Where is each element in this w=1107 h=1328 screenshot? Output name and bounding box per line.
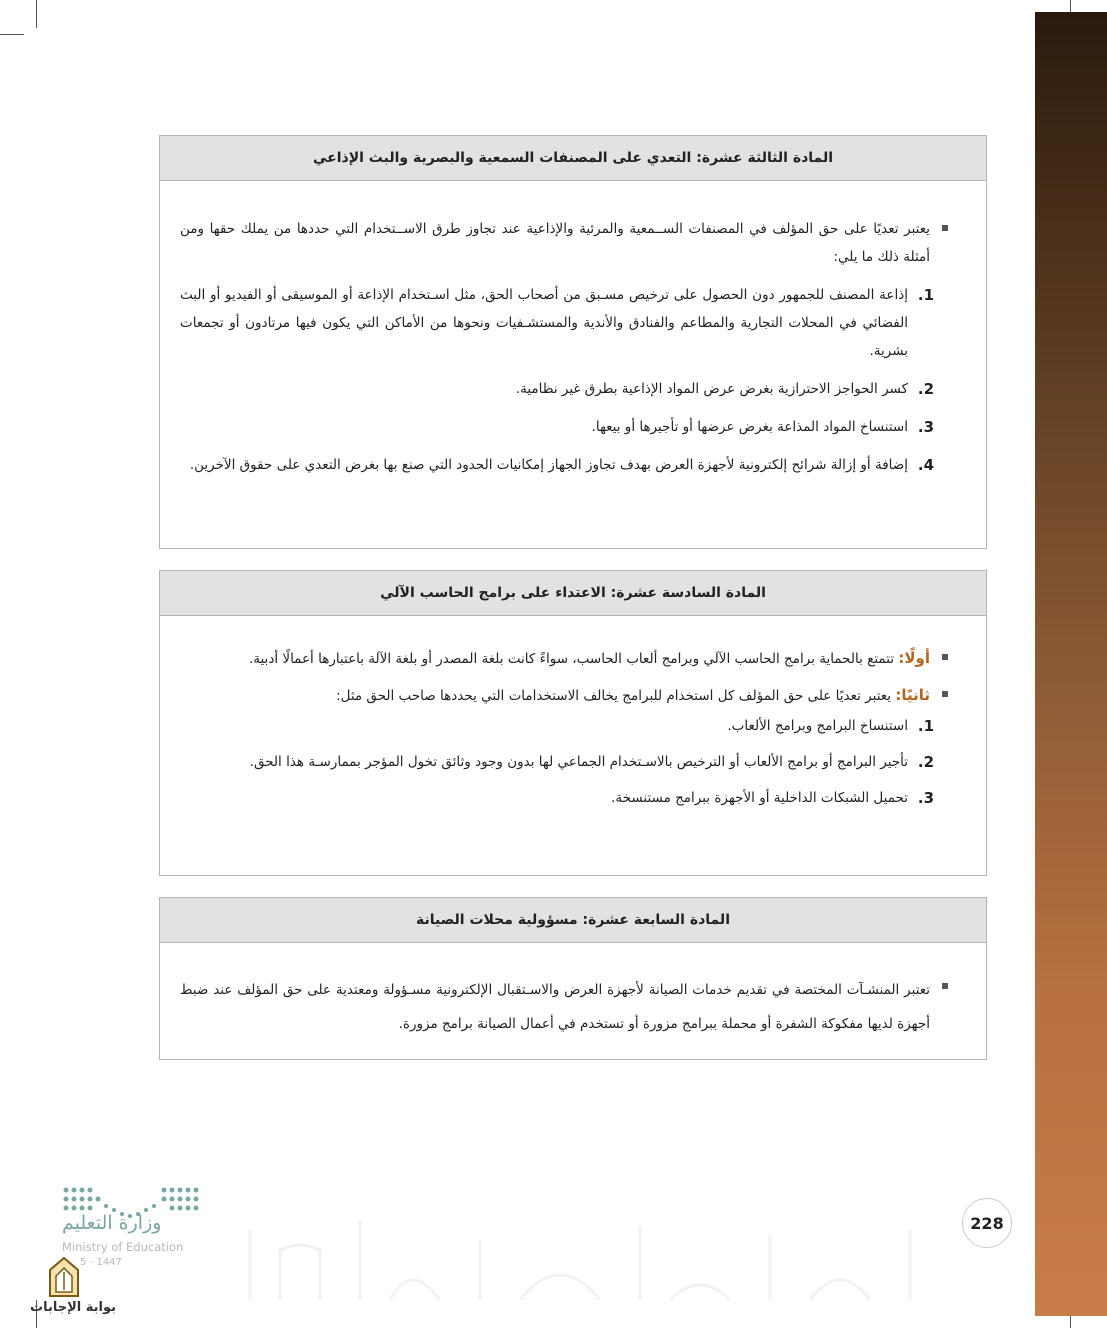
list-item [180, 784, 934, 812]
ministry-year: 5 - 1447 [80, 1257, 122, 1268]
crop-mark [0, 34, 24, 35]
bullet-icon [942, 225, 948, 231]
list-item [180, 712, 934, 740]
second-text: يعتبر تعديًا على حق المؤلف كل استخدام للبرامج يخالف الاستخدامات التي يحددها صاحب الحق مثل: [336, 688, 892, 704]
article-17-box [159, 897, 987, 1060]
list-text: تحميل الشبكات الداخلية أو الأجهزة ببرامج مستنسخة. [611, 790, 908, 806]
ministry-name-ar: وزارة التعليم [62, 1212, 162, 1234]
article-13-box [159, 135, 987, 549]
decorative-side-band [1035, 12, 1107, 1316]
article-16-box [159, 570, 987, 876]
article-16-body [160, 616, 986, 812]
page-number: 228 [962, 1198, 1012, 1248]
list-number: 3. [917, 789, 934, 807]
article-17-title: المادة السابعة عشرة: مسؤولية محلات الصيانة [160, 898, 986, 943]
article-13-intro: يعتبر تعديًا على حق المؤلف في المصنفات الســمعية والمرئية والإذاعية عند تجاوز طرق الاســتخدام التي حددها من يملك حقها ومن أمثلة ذلك ما يلي: [180, 215, 934, 271]
crop-mark [36, 0, 37, 28]
article-16-first [180, 644, 934, 673]
article-13-title: المادة الثالثة عشرة: التعدي على المصنفات السمعية والبصرية والبث الإذاعي [160, 136, 986, 181]
list-item [180, 451, 934, 479]
article-16-list [180, 712, 934, 812]
list-text: إضافة أو إزالة شرائح إلكترونية لأجهزة العرض بهدف تجاوز الجهاز إمكانيات الحدود التي صنع بها بغرض التعدي على حقوق الآخرين. [189, 457, 908, 473]
list-text: كسر الحواجز الاحترازية بغرض عرض المواد الإذاعية بطرق غير نظامية. [515, 381, 908, 397]
watermark-lantern-icon [44, 1256, 84, 1300]
list-item [180, 413, 934, 441]
article-17-text-block: تعتبر المنشـآت المختصة في تقديم خدمات الصيانة لأجهزة العرض والاسـتقبال الإلكترونية مسـؤولة ومعتدية على حق المؤلف عند ضبط أجهزة لديها مفكوكة الشفرة أو محملة ببرامج مزورة أو تستخدم في أعمال الصيانة برامج مزورة. [180, 973, 934, 1041]
article-16-title: المادة السادسة عشرة: الاعتداء على برامج الحاسب الآلي [160, 571, 986, 616]
list-item [180, 281, 934, 365]
first-text: تتمتع بالحماية برامج الحاسب الآلي وبرامج ألعاب الحاسب، سواءً كانت بلغة المصدر أو بلغة الآلة باعتبارها أعمالًا أدبية. [248, 651, 895, 667]
list-number: 3. [917, 418, 934, 436]
list-number: 1. [917, 717, 934, 735]
article-13-list [180, 281, 934, 479]
list-item [180, 375, 934, 403]
article-13-body [160, 181, 986, 479]
list-number: 2. [917, 380, 934, 398]
second-lead: ثانيًا: [895, 686, 930, 704]
list-number: 1. [917, 286, 934, 304]
list-text: تأجير البرامج أو برامج الألعاب أو الترخيص بالاسـتخدام الجماعي لها بدون وجود وثائق تخول المؤجر بممارسـة هذا الحق. [249, 754, 908, 770]
list-number: 4. [917, 456, 934, 474]
bullet-icon [942, 654, 948, 660]
list-number: 2. [917, 753, 934, 771]
list-text: استنساخ المواد المذاعة بغرض عرضها أو تأجيرها أو بيعها. [591, 419, 908, 435]
background-calligraphy [240, 1210, 940, 1310]
article-16-second [180, 681, 934, 710]
first-lead: أولًا: [898, 649, 930, 667]
watermark-text: بوابة الإجابات [30, 1300, 116, 1315]
bullet-icon [942, 983, 948, 989]
ministry-name-en: Ministry of Education [62, 1240, 184, 1254]
list-text: استنساخ البرامج وبرامج الألعاب. [727, 718, 908, 734]
list-text: إذاعة المصنف للجمهور دون الحصول على ترخيص مسـبق من أصحاب الحق، مثل اسـتخدام الإذاعة أو الموسيقى أو الفيديو أو البث الفضائي في المحلات التجارية والمطاعم والفنادق والأندية والمستشـفيات ونحوها من الأماكن التي يكون فيها مرتادون أو تجمعات بشرية. [180, 287, 908, 359]
article-17-body [160, 943, 986, 1041]
list-item [180, 748, 934, 776]
bullet-icon [942, 691, 948, 697]
